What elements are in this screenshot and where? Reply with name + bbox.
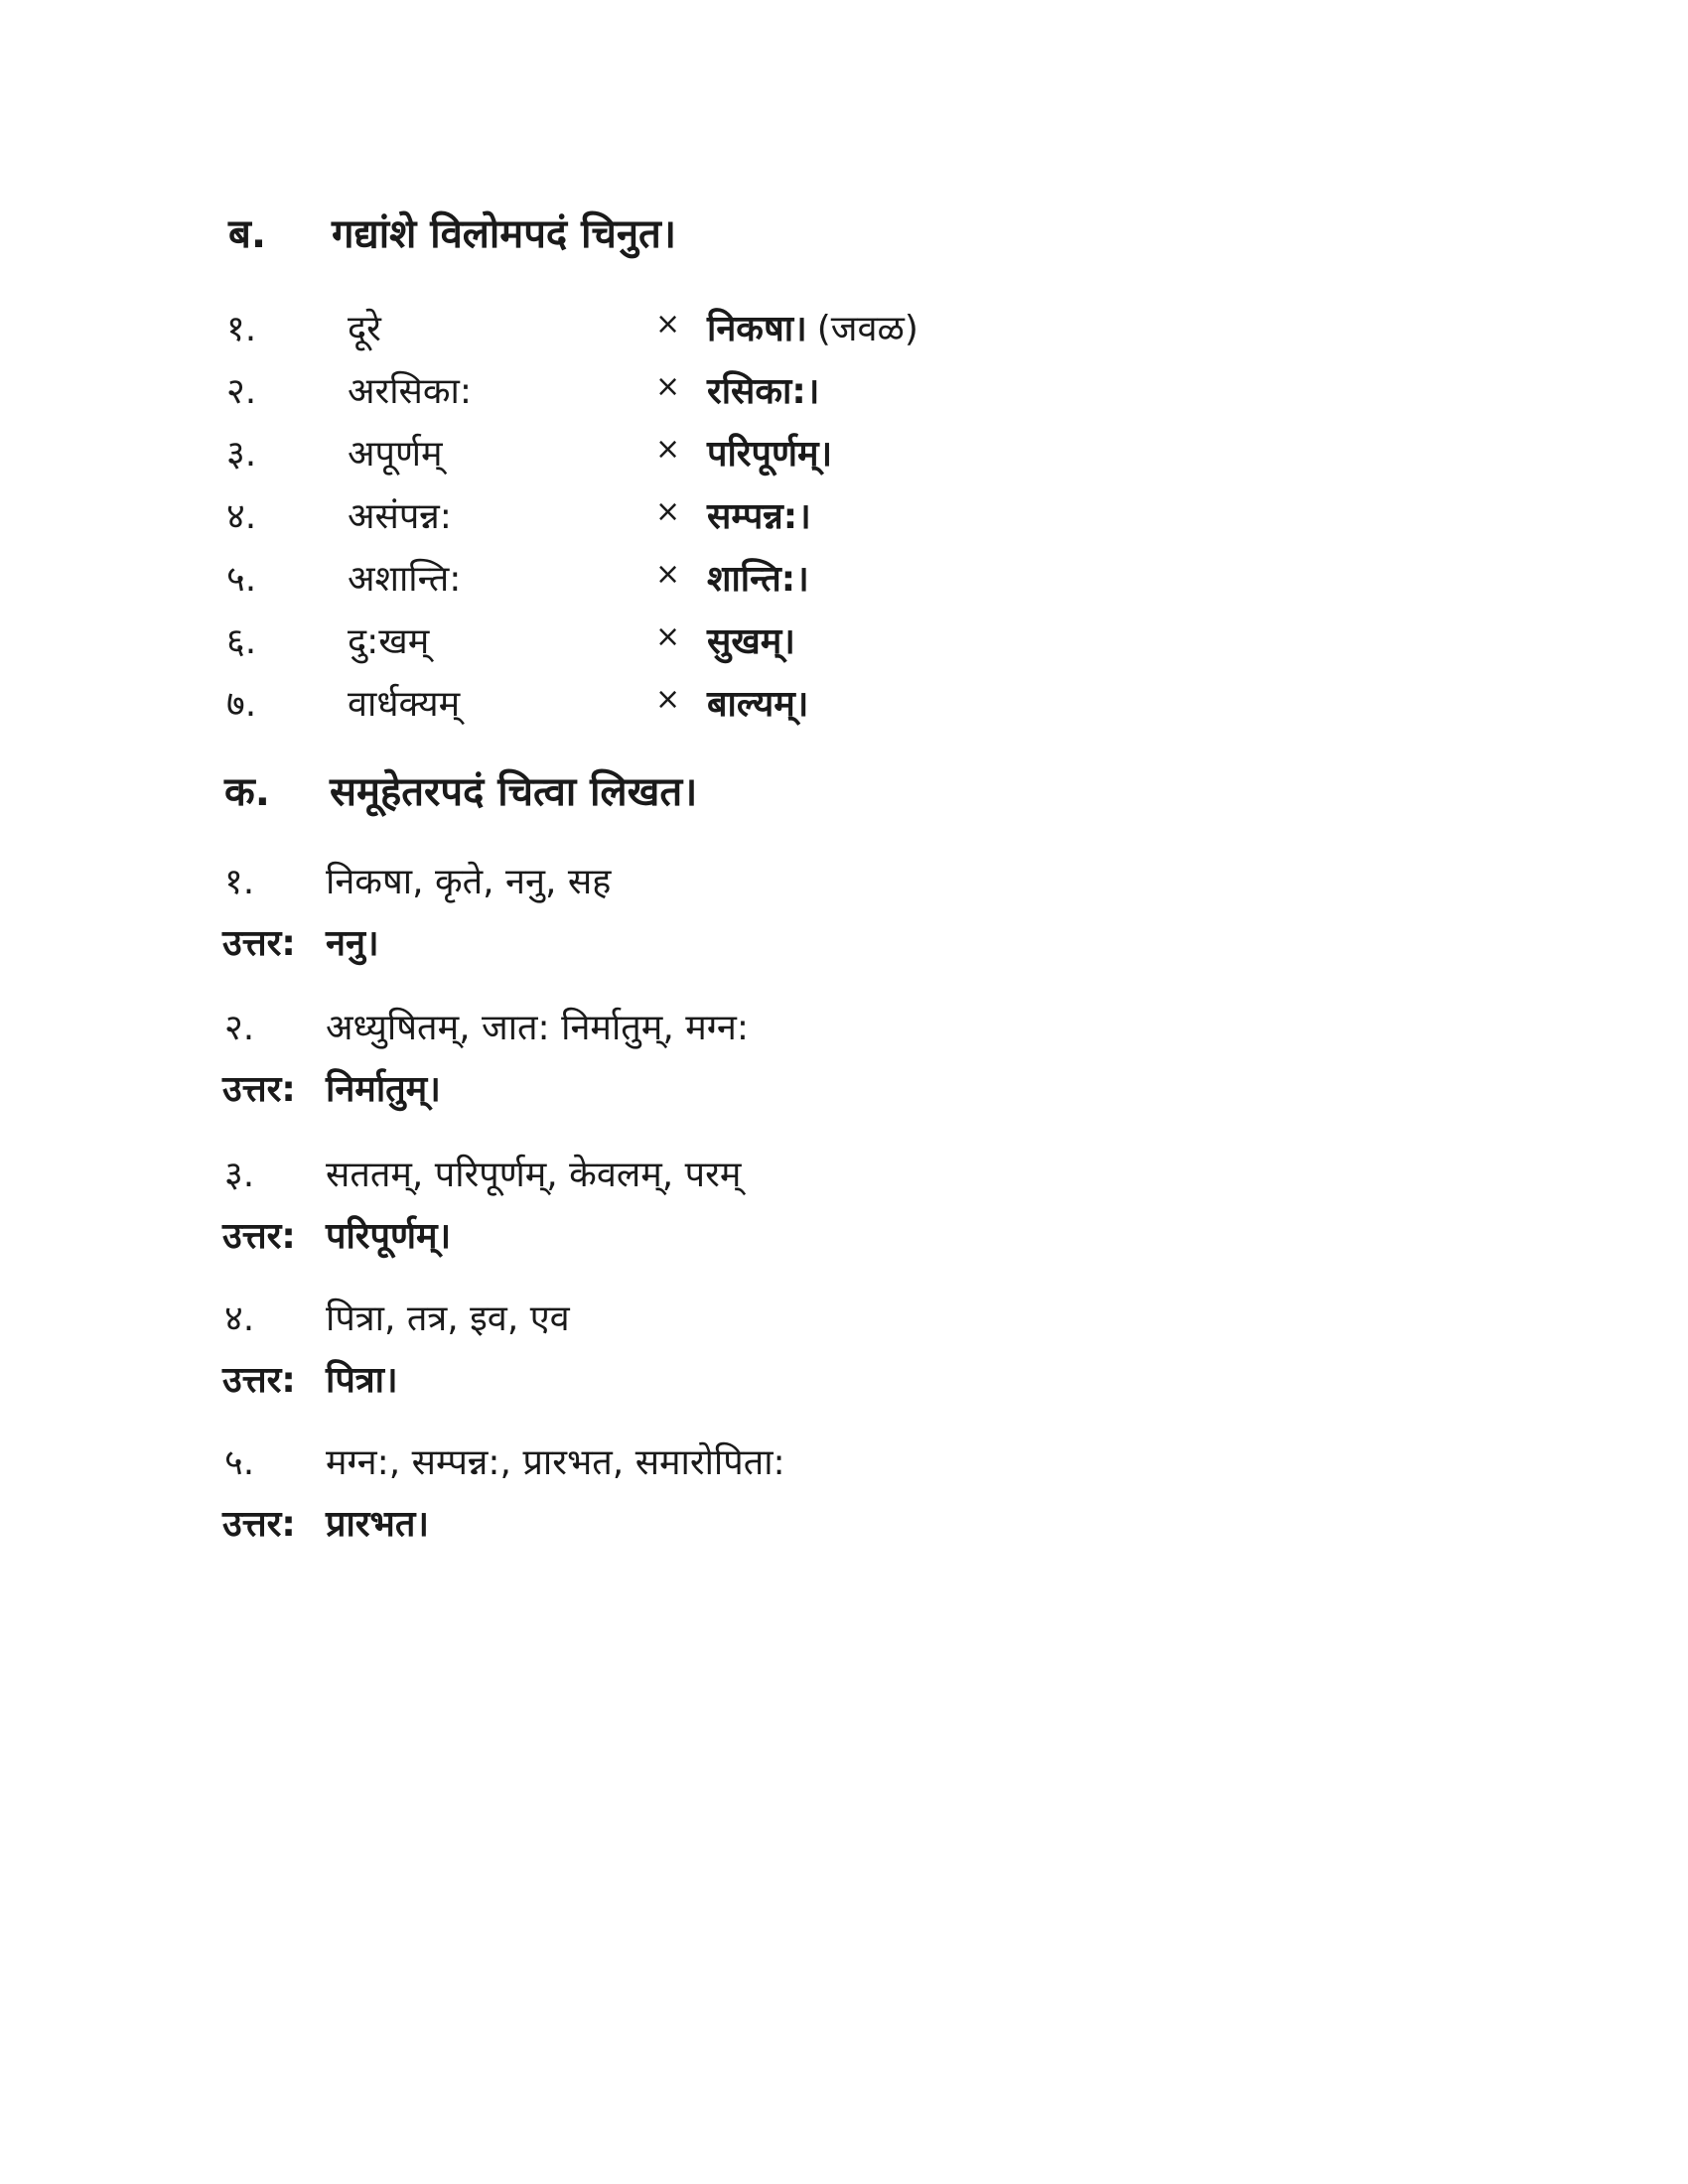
antonym-word: परिपूर्णम्।: [707, 434, 833, 475]
word: वार्धक्यम्: [348, 684, 461, 725]
question-text: पित्रा, तत्र, इव, एव: [326, 1298, 570, 1339]
times-sign: ×: [655, 619, 681, 654]
row-number: ४.: [226, 496, 257, 537]
answer-text: ननु।: [326, 923, 379, 964]
antonym-word: सम्पन्न:।: [707, 496, 811, 537]
times-sign: ×: [655, 432, 681, 467]
times-sign: ×: [655, 369, 681, 404]
question-text: अध्युषितम्, जात: निर्मातुम्, मग्न:: [326, 1008, 749, 1048]
answer-text: निर्मातुम्।: [326, 1069, 441, 1110]
section-k-label: क.: [224, 769, 270, 815]
question-number: ४.: [224, 1298, 255, 1339]
meaning-note: (जवळ): [816, 309, 918, 349]
question-number: १.: [224, 862, 255, 902]
word: असंपन्न:: [348, 496, 452, 537]
word: दूरे: [348, 309, 381, 349]
question-number: २.: [224, 1008, 255, 1048]
word: दु:खम्: [348, 621, 430, 662]
times-sign: ×: [655, 557, 681, 592]
answer-text: पित्रा।: [326, 1360, 398, 1401]
answer-text: परिपूर्णम्।: [326, 1216, 452, 1257]
antonym-word: सुखम्।: [707, 621, 795, 662]
row-number: ७.: [226, 684, 257, 725]
answer-text: प्रारभत।: [326, 1504, 430, 1545]
times-sign: ×: [655, 307, 681, 341]
word: अशान्ति:: [348, 559, 462, 600]
answer-label: उत्तर:: [222, 923, 296, 964]
row-number: २.: [226, 371, 257, 412]
antonym-word: बाल्यम्।: [707, 684, 809, 725]
word: अरसिका:: [348, 371, 472, 412]
row-number: १.: [226, 309, 257, 349]
section-b-label: ब.: [228, 211, 267, 257]
row-number: ३.: [226, 434, 257, 475]
question-text: मग्न:, सम्पन्न:, प्रारभत, समारोपिता:: [326, 1442, 785, 1483]
answer-label: उत्तर:: [222, 1216, 296, 1257]
question-text: सततम्, परिपूर्णम्, केवलम्, परम्: [326, 1155, 742, 1195]
section-b-title: गद्यांशे विलोमपदं चिनुत।: [332, 211, 677, 257]
question-text: निकषा, कृते, ननु, सह: [326, 862, 612, 902]
row-number: ६.: [226, 621, 257, 662]
answer-label: उत्तर:: [222, 1360, 296, 1401]
section-k-title: समूहेतरपदं चित्वा लिखत।: [330, 769, 698, 815]
times-sign: ×: [655, 494, 681, 529]
word: अपूर्णम्: [348, 434, 443, 475]
antonym-word: रसिका:।: [707, 371, 820, 412]
answer-label: उत्तर:: [222, 1069, 296, 1110]
antonym-text: निकषा।: [707, 309, 807, 349]
antonym-word: शान्ति:।: [707, 559, 809, 600]
question-number: ५.: [224, 1442, 255, 1483]
row-number: ५.: [226, 559, 257, 600]
times-sign: ×: [655, 682, 681, 717]
question-number: ३.: [224, 1155, 255, 1195]
antonym-word: [707, 303, 918, 351]
answer-label: उत्तर:: [222, 1504, 296, 1545]
